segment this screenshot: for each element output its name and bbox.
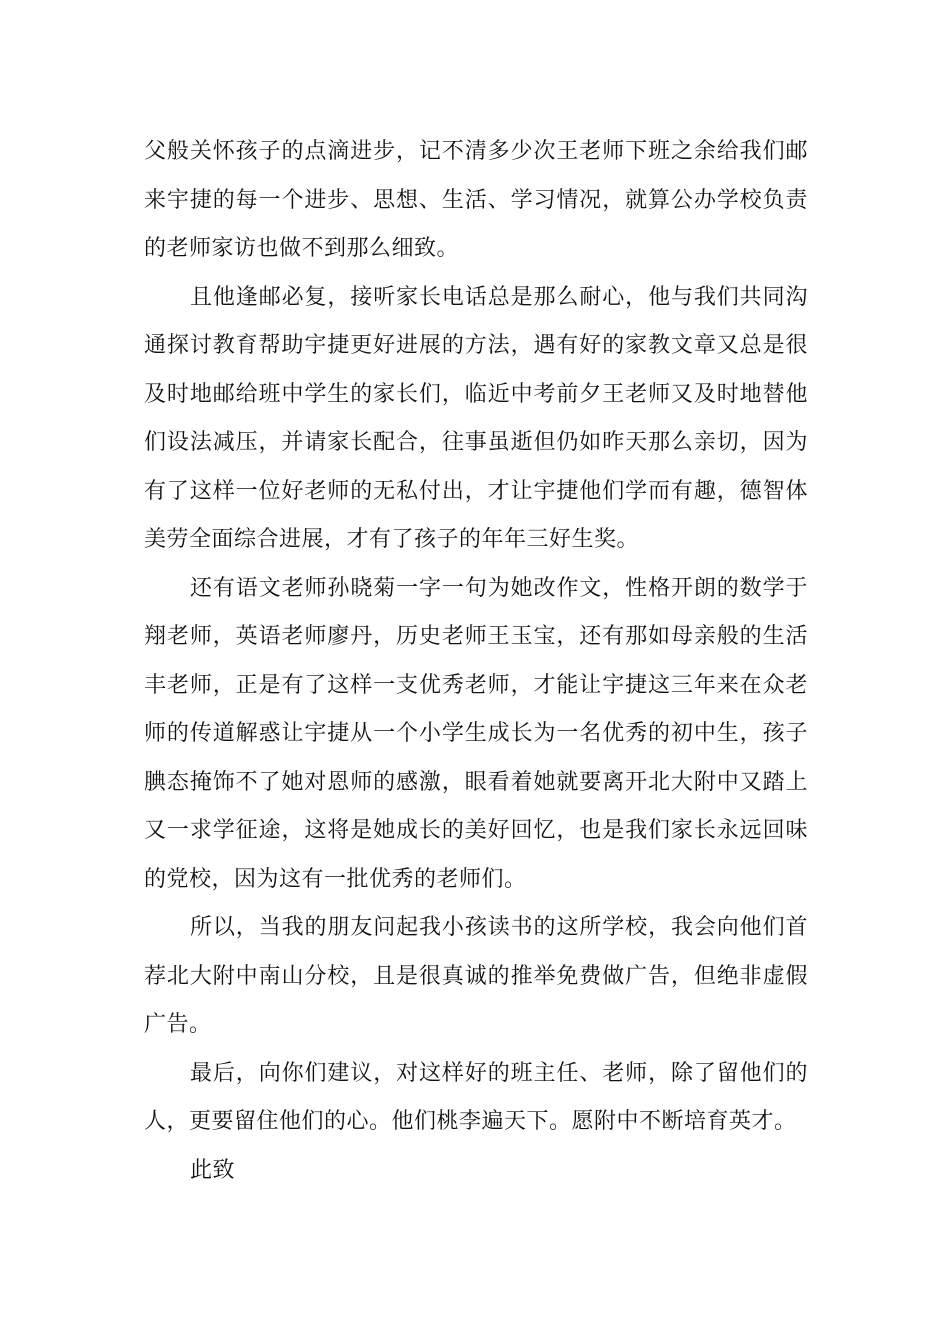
paragraph-1: 父般关怀孩子的点滴进步，记不清多少次王老师下班之余给我们邮来宇捷的每一个进步、思想、生活、学习情况，就算公办学校负责的老师家访也做不到那么细致。 [144,139,808,261]
paragraph-5: 最后，向你们建议，对这样好的班主任、老师，除了留他们的人，更要留住他们的心。他们桃李遍天下。愿附中不断培育英才。 [144,1060,808,1134]
paragraph-2: 且他逢邮必复，接听家长电话总是那么耐心，他与我们共同沟通探讨教育帮助宇捷更好进展的方法，遇有好的家教文章又总是很及时地邮给班中学生的家长们，临近中考前夕王老师又及时地替他们设法减压，并请家长配合，往事虽逝但仍如昨天那么亲切，因为有了这样一位好老师的无私付出，才让宇捷他们学而有趣，德智体美劳全面综合进展，才有了孩子的年年三好生奖。 [144,284,808,552]
paragraph-3: 还有语文老师孙晓菊一字一句为她改作文，性格开朗的数学于翔老师，英语老师廖丹，历史老师王玉宝，还有那如母亲般的生活丰老师，正是有了这样一支优秀老师，才能让宇捷这三年来在众老师的传道解惑让宇捷从一个小学生成长为一名优秀的初中生，孩子腆态掩饰不了她对恩师的感激，眼看着她就要离开北大附中又踏上又一求学征途，这将是她成长的美好回忆，也是我们家长永远回味的党校，因为这有一批优秀的老师们。 [144,575,808,892]
letter-body [144,128,808,1195]
closing-salutation: 此致 [190,1157,236,1183]
paragraph-4: 所以，当我的朋友问起我小孩读书的这所学校，我会向他们首荐北大附中南山分校，且是很真诚的推举免费做广告，但绝非虚假广告。 [144,915,808,1037]
